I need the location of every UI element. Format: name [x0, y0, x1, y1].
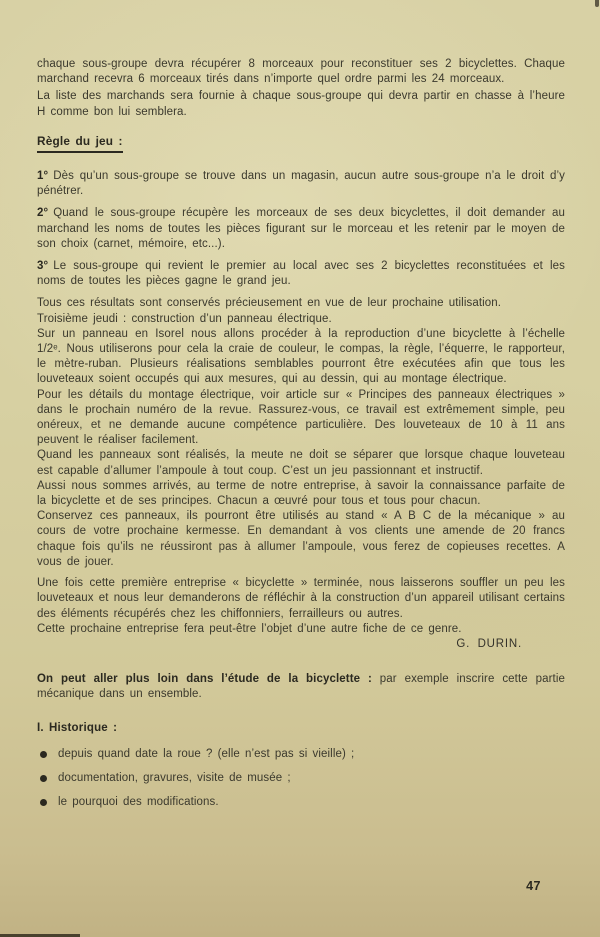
- page-text-block: [37, 57, 565, 819]
- list-item: [37, 747, 565, 762]
- historique-bullet-list: [37, 747, 565, 811]
- rules-section: [37, 134, 565, 153]
- intro-paragraph-1: chaque sous-groupe devra récupérer 8 morceaux pour reconstituer ses 2 bicyclettes. Chaque marchand recevra 6 morceaux tirés dans n’importe quel ordre parmi les 24 morceaux.: [37, 58, 565, 86]
- closing-text: [37, 576, 565, 652]
- rule-number-2: 2°: [37, 207, 49, 220]
- body-paragraph-7: Conservez ces panneaux, ils pourront être utilisés au stand « A B C de la mécanique » au cours de votre prochaine kermesse. En demandant à vos clients une amende de 20 francs chaque fois qu’ils ne réussiront pas à allumer l’ampoule, vous ferez de copieuses recettes. A vous de jouer.: [37, 510, 565, 568]
- rules-list: [37, 169, 565, 289]
- rules-heading: Règle du jeu :: [37, 134, 123, 153]
- body-paragraph-1: Tous ces résultats sont conservés précieusement en vue de leur prochaine utilisation.: [37, 297, 502, 310]
- rule-item-2: [37, 206, 565, 252]
- author-signature: G. DURIN.: [456, 637, 522, 650]
- rule-number-1: 1°: [37, 170, 49, 183]
- bullet-text-3: le pourquoi des modifications.: [58, 796, 219, 809]
- list-item: [37, 795, 565, 810]
- bullet-icon: [40, 751, 47, 758]
- historique-heading: I. Historique :: [37, 721, 118, 734]
- bullet-text-1: depuis quand date la roue ? (elle n’est pas si vieille) ;: [58, 747, 355, 760]
- scan-artifact-top-right: [595, 0, 599, 7]
- bullet-icon: [40, 799, 47, 806]
- rule-text-1: Dès qu’un sous-groupe se trouve dans un magasin, aucun autre sous-groupe n’a le droit d’y pénétrer.: [37, 170, 565, 198]
- rule-item-3: [37, 259, 565, 289]
- further-study-lead-bold: On peut aller plus loin dans l’étude de la bicyclette :: [37, 673, 372, 686]
- body-paragraph-3: Sur un panneau en Isorel nous allons procéder à la reproduction d’une bicyclette à l’échelle 1/2ᵉ. Nous utiliserons pour cela la craie de couleur, le compas, la règle, l’équerre, le rapporteur, le mètre-ruban. Plusieurs réalisations semblables pourront être exécutées afin que tous les louveteaux soient occupés qui aux mesures, qui au dessin, qui au montage électrique.: [37, 327, 565, 386]
- rule-text-2: Quand le sous-groupe récupère les morceaux de ses deux bicyclettes, il doit demander au marchand les noms de toutes les pièces figurant sur le morceau et les retenir par le moyen de son choix (carnet, mémoire, etc...).: [37, 207, 565, 250]
- intro-paragraph-2: La liste des marchands sera fournie à chaque sous-groupe qui devra partir en chasse à l’heure H comme bon lui semblera.: [37, 90, 565, 118]
- rule-number-3: 3°: [37, 260, 49, 273]
- further-study-paragraph: [37, 672, 565, 702]
- bullet-text-2: documentation, gravures, visite de musée ;: [58, 771, 291, 784]
- further-study-lead-rest: par exemple inscrire cette partie mécanique dans un ensemble.: [37, 673, 565, 701]
- body-paragraph-5: Quand les panneaux sont réalisés, la meute ne doit se séparer que lorsque chaque louveteau est capable d’allumer l’ampoule à tout coup. C’est un jeu passionnant et instructif.: [37, 449, 565, 477]
- page-number: 47: [526, 879, 541, 893]
- body-paragraph-2: Troisième jeudi : construction d’un panneau électrique.: [37, 312, 332, 325]
- rule-text-3: Le sous-groupe qui revient le premier au local avec ses 2 bicyclettes reconstituées et les noms de toutes les pièces gagne le grand jeu.: [37, 260, 565, 288]
- bullet-icon: [40, 775, 47, 782]
- body-text: [37, 296, 565, 570]
- body-paragraph-4: Pour les détails du montage électrique, voir article sur « Principes des panneaux électriques » dans le prochain numéro de la revue. Rassurez-vous, ce travail est extrêmement simple, peu onéreux, et ne demande aucune compétence particulière. Des louveteaux de 10 à 11 ans peuvent le réaliser facilement.: [37, 388, 565, 447]
- list-item: [37, 771, 565, 786]
- rule-item-1: [37, 169, 565, 199]
- closing-paragraph-2: Cette prochaine entreprise fera peut-être l’objet d’une autre fiche de ce genre.: [37, 622, 462, 635]
- body-paragraph-6: Aussi nous sommes arrivés, au terme de notre entreprise, à savoir la connaissance parfaite de la bicyclette et de ses principes. Chacun a œuvré pour tous et tous pour chacun.: [37, 479, 565, 508]
- closing-paragraph-1: Une fois cette première entreprise « bicyclette » terminée, nous laisserons souffler un peu les louveteaux et nous leur demanderons de réfléchir à la construction d’un appareil utilisant certains des éléments récupérés chez les chiffonniers, ferrailleurs ou autres.: [37, 577, 565, 620]
